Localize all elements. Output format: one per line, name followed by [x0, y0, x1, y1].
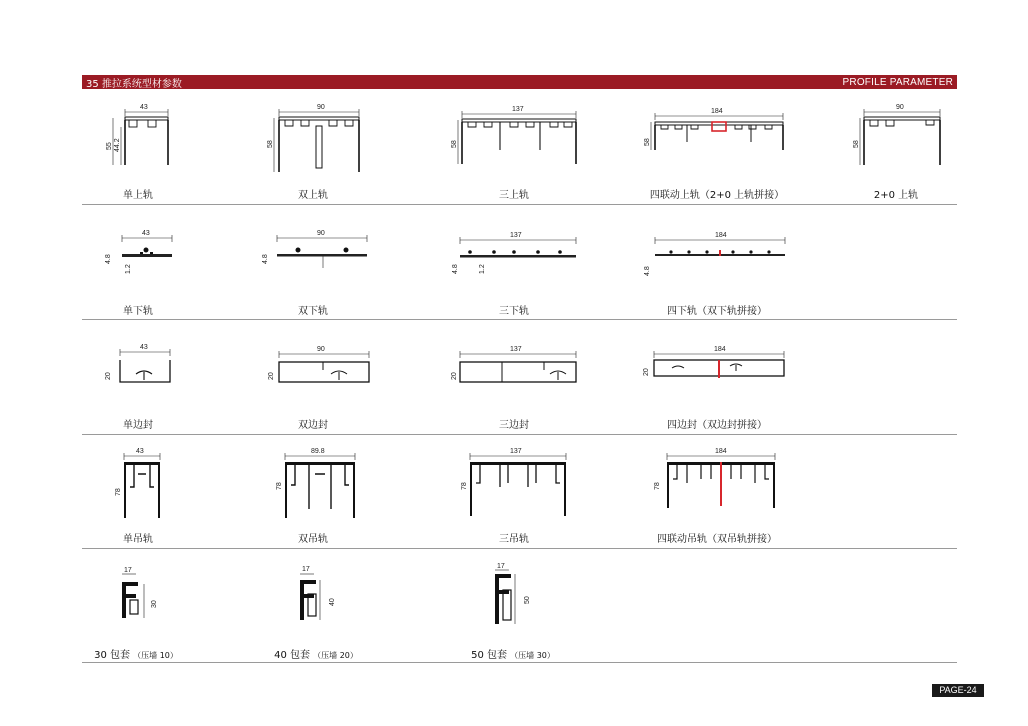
caption-2plus0-upper-rail: 2+0 上轨: [873, 190, 919, 201]
dim-height-outer: 55: [106, 142, 113, 150]
caption-triple-upper-rail: 三上轨: [499, 190, 529, 201]
single-upper-rail-drawing: [100, 100, 220, 180]
triple-lower-rail-drawing: [448, 228, 588, 278]
dim-width: 137: [510, 232, 522, 239]
double-hanging-rail-drawing: [265, 446, 385, 526]
row-divider: [82, 434, 957, 435]
quad-upper-rail-drawing: [645, 100, 795, 180]
dim-width: 137: [512, 106, 524, 113]
dim-height: 4.8: [105, 254, 112, 264]
dim-width: 89.8: [311, 448, 325, 455]
caption-single-edge-seal: 单边封: [123, 420, 153, 431]
dim-width: 184: [711, 108, 723, 115]
dim-width: 137: [510, 346, 522, 353]
dim-width: 184: [714, 346, 726, 353]
caption-single-lower-rail: 单下轨: [123, 306, 153, 317]
dim-height: 78: [115, 488, 122, 496]
page-number-badge: PAGE-24: [932, 684, 984, 697]
2plus0-upper-rail-drawing: [852, 100, 952, 180]
caption-double-hanging-rail: 双吊轨: [298, 534, 328, 545]
dim-height: 78: [276, 482, 283, 490]
dim-height-inner: 44.2: [114, 138, 121, 152]
dim-width: 137: [510, 448, 522, 455]
single-hanging-rail-drawing: [100, 446, 200, 526]
dim-width: 17: [497, 563, 505, 570]
row-divider: [82, 204, 957, 205]
dim-width: 184: [715, 448, 727, 455]
dim-small: 1.2: [125, 264, 132, 274]
single-lower-rail-drawing: [100, 228, 200, 278]
dim-width: 90: [896, 104, 904, 111]
dim-width: 90: [317, 104, 325, 111]
dim-height: 78: [461, 482, 468, 490]
triple-hanging-rail-drawing: [448, 446, 588, 526]
dim-width: 90: [317, 230, 325, 237]
dim-height: 58: [267, 140, 274, 148]
caption-quad-upper-rail: 四联动上轨（2+0 上轨拼接）: [649, 190, 785, 201]
50-wall-cover-drawing: [475, 562, 555, 642]
double-upper-rail-drawing: [265, 100, 385, 180]
quad-edge-seal-drawing: [638, 342, 798, 392]
section-header: [82, 75, 957, 89]
dim-height: 50: [524, 596, 531, 604]
single-edge-seal-drawing: [100, 342, 200, 392]
caption-single-upper-rail: 单上轨: [123, 190, 153, 201]
caption-double-upper-rail: 双上轨: [298, 190, 328, 201]
dim-height: 20: [105, 372, 112, 380]
dim-height: 20: [643, 368, 650, 376]
joint-marker: [712, 122, 726, 131]
dim-width: 17: [124, 567, 132, 574]
triple-upper-rail-drawing: [452, 100, 592, 180]
dim-height: 4.8: [452, 264, 459, 274]
dim-height: 4.8: [644, 266, 651, 276]
triple-edge-seal-drawing: [448, 342, 588, 392]
dim-height: 30: [151, 600, 158, 608]
dim-height: 40: [329, 598, 336, 606]
caption-quad-hanging-rail: 四联动吊轨（双吊轨拼接）: [657, 534, 777, 545]
caption-30-wall-cover: 30 包套 （压墙 10）: [94, 650, 178, 661]
dim-height: 20: [268, 372, 275, 380]
section-title: 35 推拉系统型材参数: [86, 78, 182, 90]
dim-width: 43: [142, 230, 150, 237]
dim-width: 184: [715, 232, 727, 239]
caption-50-wall-cover: 50 包套 （压墙 30）: [471, 650, 555, 661]
30-wall-cover-drawing: [100, 562, 180, 632]
caption-triple-hanging-rail: 三吊轨: [499, 534, 529, 545]
section-title-en: PROFILE PARAMETER: [842, 76, 953, 88]
caption-40-wall-cover: 40 包套 （压墙 20）: [274, 650, 358, 661]
caption-triple-edge-seal: 三边封: [499, 420, 529, 431]
caption-triple-lower-rail: 三下轨: [499, 306, 529, 317]
dim-height: 58: [644, 138, 651, 146]
double-edge-seal-drawing: [265, 342, 385, 392]
quad-lower-rail-drawing: [645, 228, 795, 278]
dim-height: 78: [654, 482, 661, 490]
dim-width: 43: [136, 448, 144, 455]
dim-height: 4.8: [262, 254, 269, 264]
caption-quad-edge-seal: 四边封（双边封拼接）: [667, 420, 767, 431]
quad-hanging-rail-drawing: [645, 446, 795, 526]
caption-single-hanging-rail: 单吊轨: [123, 534, 153, 545]
row-divider: [82, 319, 957, 320]
dim-height: 58: [853, 140, 860, 148]
dim-small: 1.2: [479, 264, 486, 274]
dim-width: 43: [140, 344, 148, 351]
dim-height: 20: [451, 372, 458, 380]
dim-width: 43: [140, 104, 148, 111]
dim-width: 17: [302, 566, 310, 573]
double-lower-rail-drawing: [262, 228, 385, 278]
caption-quad-lower-rail: 四下轨（双下轨拼接）: [667, 306, 767, 317]
dim-height: 58: [451, 140, 458, 148]
row-divider: [82, 548, 957, 549]
row-divider: [82, 662, 957, 663]
caption-double-edge-seal: 双边封: [298, 420, 328, 431]
caption-double-lower-rail: 双下轨: [298, 306, 328, 317]
40-wall-cover-drawing: [280, 562, 360, 642]
dim-width: 90: [317, 346, 325, 353]
